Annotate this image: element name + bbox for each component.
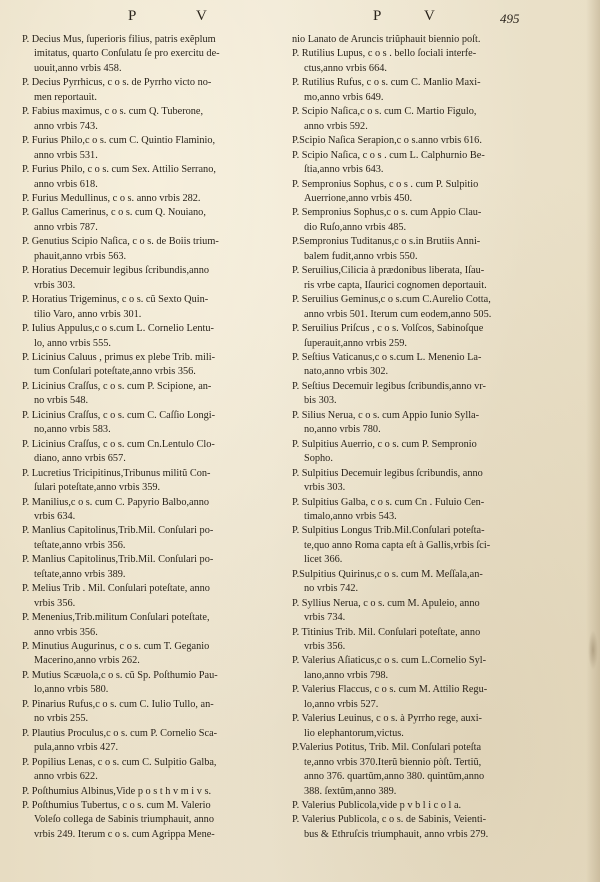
index-entry: [292, 438, 570, 467]
index-entry: [22, 163, 294, 192]
entry-line: P. Gallus Camerinus, c o s. cum Q. Nouiano,: [22, 207, 206, 219]
entry-line: vrbis 634.: [34, 510, 76, 522]
entry-line: P. Furius Philo, c o s. cum Sex. Attilio Serrano,: [22, 164, 216, 176]
entry-line: no,anno vrbis 780.: [304, 424, 381, 436]
entry-line: teſtate,anno vrbis 389.: [34, 568, 126, 580]
entry-line: P. Manlius Capitolinus,Trib.Mil. Conſulari po-: [22, 525, 214, 537]
page-edge-shadow: [586, 0, 600, 882]
index-entry: [22, 553, 294, 582]
index-entry: [22, 105, 294, 134]
right-column: [292, 33, 570, 842]
entry-line: P.Valerius Potitus, Trib. Mil. Conſulari poteſta: [292, 742, 482, 754]
entry-line: P. Sempronius Sophus,c o s. cum Appio Clau-: [292, 207, 482, 219]
index-entry: [292, 409, 570, 438]
entry-line: P. Seſtius Vaticanus,c o s.cum L. Menenio La-: [292, 351, 482, 363]
entry-line: te,quo anno Roma capta eſt à Gallis,vrbis ſci-: [304, 539, 491, 551]
entry-line: anno vrbis 622.: [34, 771, 98, 783]
entry-line: P. Melius Trib . Mil. Conſulari poteſtate, anno: [22, 583, 210, 595]
index-entry: [22, 640, 294, 669]
index-entry: [22, 756, 294, 785]
index-entry: [292, 813, 570, 842]
entry-line: bus & Ethruſcis triumphauit, anno vrbis 279.: [304, 828, 489, 840]
entry-line: lano,anno vrbis 798.: [304, 669, 389, 681]
entry-line: P. Valerius Publicola, c o s. de Sabinis, Veienti-: [292, 814, 487, 826]
paper-stain: [588, 630, 598, 670]
entry-line: anno vrbis 501. Iterum cum eodem,anno 505.: [304, 308, 492, 320]
header-letter-p-right: P: [373, 8, 388, 24]
entry-line: P. Horatius Trigeminus, c o s. cũ Sexto Quin-: [22, 294, 209, 306]
index-entry: [22, 799, 294, 842]
index-entry: [22, 33, 294, 76]
entry-line: ſtia,anno vrbis 643.: [304, 164, 384, 176]
index-entry: [22, 380, 294, 409]
entry-line: no,anno vrbis 583.: [34, 424, 111, 436]
index-entry: [22, 76, 294, 105]
index-entry: [292, 799, 570, 813]
entry-line: P. Poſthumius Tubertus, c o s. cum M. Valerio: [22, 800, 211, 812]
entry-line: vrbis 356.: [304, 641, 346, 653]
entry-line: anno 376. quartũm,anno 380. quintũm,anno: [304, 771, 485, 783]
index-entry: [292, 47, 570, 76]
entry-line: P. Valerius Flaccus, c o s. cum M. Attilio Regu-: [292, 684, 488, 696]
entry-line: P. Sempronius Sophus, c o s . cum P. Sulpitio: [292, 178, 479, 190]
index-entry: [22, 467, 294, 496]
entry-line: nato,anno vrbis 302.: [304, 366, 389, 378]
index-entry: [292, 293, 570, 322]
entry-line: P. Mutius Scæuola,c o s. cũ Sp. Poſthumio Pau-: [22, 669, 218, 681]
entry-line: P. Syllius Nerua, c o s. cum M. Apuleio, anno: [292, 597, 480, 609]
entry-line: lo,anno vrbis 580.: [34, 684, 109, 696]
index-entry: [22, 785, 294, 799]
index-entry: [292, 235, 570, 264]
entry-line: P. Manlius Capitolinus,Trib.Mil. Conſulari po-: [22, 554, 214, 566]
entry-line: P. Licinius Craſſus, c o s. cum C. Caſſio Longi-: [22, 409, 216, 421]
entry-line: P. Valerius Leuinus, c o s. à Pyrrho rege, auxi-: [292, 713, 482, 725]
entry-line: P. Sulpitius Galba, c o s. cum Cn . Fuluio Cen-: [292, 496, 485, 508]
entry-line: Macerino,anno vrbis 262.: [34, 655, 140, 667]
entry-line: P. Genutius Scipio Naſica, c o s. de Boiis trium-: [22, 236, 219, 248]
entry-line: P. Poſthumius Albinus,Vide p o s t h v m i v s.: [22, 785, 212, 797]
index-entry: [292, 134, 570, 148]
entry-line: P. Seruilius Geminus,c o s.cum C.Aurelio Cotta,: [292, 294, 491, 306]
index-entry: [292, 597, 570, 626]
entry-line: balem fudit,anno vrbis 550.: [304, 250, 418, 262]
entry-line: P. Sulpitius Longus Trib.Mil.Conſulari poteſta-: [292, 525, 485, 537]
index-entry: [22, 409, 294, 438]
entry-line: P. Plautius Proculus,c o s. cum P. Cornelio Sca-: [22, 727, 218, 739]
entry-line: no vrbis 255.: [34, 713, 89, 725]
entry-line: P. Minutius Augurinus, c o s. cum T. Geganio: [22, 641, 210, 653]
index-entry: [22, 698, 294, 727]
entry-line: P. Fabius maximus, c o s. cum Q. Tuberone,: [22, 106, 204, 118]
entry-line: P. Scipio Naſica, c o s . cum L. Calphurnio Be-: [292, 149, 485, 161]
entry-line: P. Licinius Craſſus, c o s. cum Cn.Lentulo Clo-: [22, 438, 215, 450]
entry-line: diano, anno vrbis 657.: [34, 453, 126, 465]
entry-line: pula,anno vrbis 427.: [34, 742, 119, 754]
entry-line: lo, anno vrbis 555.: [34, 337, 111, 349]
index-entry: [292, 178, 570, 207]
index-entry: [22, 611, 294, 640]
index-entry: [22, 134, 294, 163]
index-entry: [292, 741, 570, 799]
left-column: [22, 33, 294, 842]
entry-line: ſulari poteſtate,anno vrbis 359.: [34, 482, 161, 494]
entry-line: P. Iulius Appulus,c o s.cum L. Cornelio Lentu-: [22, 323, 214, 335]
entry-line: no vrbis 548.: [34, 395, 89, 407]
entry-line: ris vrbe capta, Iſaurici cognomen deportauit.: [304, 279, 487, 291]
index-entry: [22, 235, 294, 264]
entry-line: mo,anno vrbis 649.: [304, 91, 384, 103]
entry-line: dio Ruſo,anno vrbis 485.: [304, 221, 407, 233]
index-entry: [22, 582, 294, 611]
entry-line: P. Valerius Aſiaticus,c o s. cum L.Cornelio Syl-: [292, 655, 487, 667]
header-letter-v-right: V: [424, 8, 441, 24]
index-entry: [292, 206, 570, 235]
entry-line: ctus,anno vrbis 664.: [304, 62, 387, 74]
entry-line: P. Decius Mus, ſuperioris filius, patris exẽplum: [22, 34, 216, 45]
index-entry: [292, 351, 570, 380]
index-entry: [292, 76, 570, 105]
entry-line: P.Scipio Naſica Serapion,c o s.anno vrbis 616.: [292, 135, 482, 147]
entry-line: Sopho.: [304, 453, 333, 465]
entry-line: no vrbis 742.: [304, 583, 359, 595]
index-entry: [292, 626, 570, 655]
index-entry: [292, 264, 570, 293]
entry-line: anno vrbis 787.: [34, 221, 98, 233]
entry-line: P. Furius Medullinus, c o s. anno vrbis 282.: [22, 192, 201, 204]
entry-line: licet 366.: [304, 554, 343, 566]
entry-line: Voleſo collega de Sabinis triumphauit, anno: [34, 814, 214, 826]
index-entry: [292, 712, 570, 741]
entry-line: P. Seruilius Priſcus , c o s. Volſcos, Sabinoſque: [292, 323, 484, 335]
entry-line: men reportauit.: [34, 91, 97, 103]
entry-line: P.Sulpitius Quirinus,c o s. cum M. Meſſala,an-: [292, 568, 483, 580]
index-entry: [292, 568, 570, 597]
entry-line: P. Lucretius Tricipitinus,Tribunus militũ Con-: [22, 467, 211, 479]
index-entry: [292, 322, 570, 351]
entry-line: P. Menenius,Trib.militum Conſulari poteſtate,: [22, 612, 210, 624]
index-entry: [292, 683, 570, 712]
entry-line: P. Rutilius Rufus, c o s. cum C. Manlio Maxi-: [292, 77, 481, 89]
entry-line: P.Sempronius Tuditanus,c o s.in Brutiis Anni-: [292, 236, 481, 248]
entry-line: P. Seruilius,Cilicia à prædonibus liberata, Iſau-: [292, 265, 485, 277]
index-entry: [292, 467, 570, 496]
entry-line: P. Licinius Craſſus, c o s. cum P. Scipione, an-: [22, 380, 212, 392]
entry-line: P. Horatius Decemuir legibus ſcribundis,anno: [22, 265, 210, 277]
index-entry: [292, 524, 570, 567]
index-entry: [22, 669, 294, 698]
index-entry: [22, 293, 294, 322]
index-entry: [292, 496, 570, 525]
index-entry: [292, 33, 570, 47]
entry-line: P. Scipio Naſica,c o s. cum C. Martio Figulo,: [292, 106, 477, 118]
index-entry: [22, 206, 294, 235]
entry-line: te,anno vrbis 370.Iterũ biennio pòſt. Tertiũ,: [304, 756, 482, 768]
entry-line: phauit,anno vrbis 563.: [34, 250, 127, 262]
index-entry: [292, 105, 570, 134]
index-entry: [22, 524, 294, 553]
entry-line: P. Popilius Lenas, c o s. cum C. Sulpitio Galba,: [22, 756, 217, 768]
entry-line: P. Silius Nerua, c o s. cum Appio Iunio Sylla-: [292, 409, 480, 421]
entry-line: timalo,anno vrbis 543.: [304, 510, 397, 522]
index-entry: [22, 438, 294, 467]
entry-line: 388. ſextũm,anno 389.: [304, 785, 397, 797]
entry-line: P. Furius Philo,c o s. cum C. Quintio Flaminio,: [22, 135, 216, 147]
page-number: 495: [500, 11, 520, 26]
entry-line: vrbis 356.: [34, 597, 76, 609]
header-letter-v-left: V: [196, 8, 213, 24]
entry-line: P. Licinius Caluus , primus ex plebe Trib. mili-: [22, 351, 216, 363]
index-entry: [292, 654, 570, 683]
index-entry: [22, 351, 294, 380]
entry-line: anno vrbis 356.: [34, 626, 98, 638]
entry-line: P. Seſtius Decemuir legibus ſcribundis,anno vr-: [292, 380, 486, 392]
entry-line: ſuperauit,anno vrbis 259.: [304, 337, 407, 349]
entry-line: P. Sulpitius Decemuir legibus ſcribundis, anno: [292, 467, 483, 479]
entry-line: P. Sulpitius Auerrio, c o s. cum P. Sempronio: [292, 438, 477, 450]
entry-line: tilio Varo, anno vrbis 301.: [34, 308, 142, 320]
index-entry: [22, 264, 294, 293]
running-header: [0, 8, 600, 30]
entry-line: bis 303.: [304, 395, 337, 407]
index-entry: [22, 727, 294, 756]
entry-line: tum Conſulari poteſtate,anno vrbis 356.: [34, 366, 196, 378]
index-entry: [22, 322, 294, 351]
header-letter-p-left: P: [128, 8, 143, 24]
entry-line: lo,anno vrbis 527.: [304, 698, 379, 710]
entry-line: P. Manilius,c o s. cum C. Papyrio Balbo,anno: [22, 496, 210, 508]
entry-line: nio Lanato de Aruncis triũphauit biennio poſt.: [292, 34, 481, 45]
index-entry: [292, 380, 570, 409]
entry-line: anno vrbis 743.: [34, 120, 98, 132]
entry-line: vrbis 249. Iterum c o s. cum Agrippa Mene-: [34, 828, 215, 840]
entry-line: Auerrione,anno vrbis 450.: [304, 192, 413, 204]
index-entry: [22, 496, 294, 525]
index-entry: [292, 149, 570, 178]
entry-line: anno vrbis 531.: [34, 149, 98, 161]
entry-line: P. Titinius Trib. Mil. Conſulari poteſtate, anno: [292, 626, 481, 638]
entry-line: vrbis 303.: [304, 482, 346, 494]
entry-line: anno vrbis 618.: [34, 178, 98, 190]
entry-line: vrbis 734.: [304, 612, 346, 624]
index-entry: [22, 192, 294, 206]
entry-line: P. Valerius Publicola,vide p v b l i c o l a.: [292, 800, 462, 812]
entry-line: vrbis 303.: [34, 279, 76, 291]
entry-line: teſtate,anno vrbis 356.: [34, 539, 126, 551]
entry-line: P. Pinarius Rufus,c o s. cum C. Iulio Tullo, an-: [22, 698, 214, 710]
entry-line: anno vrbis 592.: [304, 120, 368, 132]
entry-line: imitatus, quarto Conſulatu ſe pro exercitu de-: [34, 48, 220, 60]
entry-line: P. Rutilius Lupus, c o s . bello ſociali interfe-: [292, 48, 477, 60]
entry-line: lio elephantorum,victus.: [304, 727, 404, 739]
entry-line: P. Decius Pyrrhicus, c o s. de Pyrrho victo no-: [22, 77, 212, 89]
entry-line: uouit,anno vrbis 458.: [34, 62, 122, 74]
